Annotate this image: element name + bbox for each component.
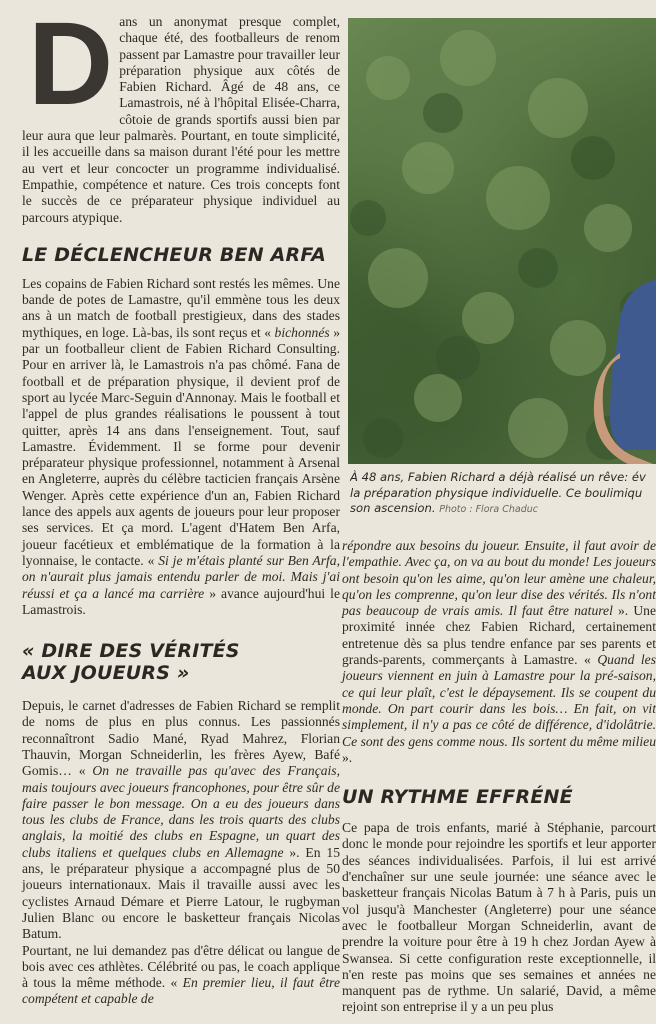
section2-paragraph-2: Pourtant, ne lui demandez pas d'être délicat ou langue de bois avec ces athlètes. Célébrité ou pas, le coach applique à tous la même méthode. « En premier lieu, il faut être compétent et capable de xyxy=(22,942,340,1007)
section-heading-verites: « DIRE DES VÉRITÉS AUX JOUEURS » xyxy=(22,640,240,685)
section2-continued: répondre aux besoins du joueur. Ensuite, il faut avoir de l'empathie. Avec ça, on va au bout du monde! Les joueurs ont besoin qu'on les aime, qu'on leur amène une chaleur, qu'on les comprenne, qu'on leur dise des vérités. Ils n'ont pas beaucoup de vrais amis. Il faut être naturel ». Une proximité innée chez Fabien Richard, certainement entretenue dès sa plus tendre enfance par ses parents et grands-parents, commerçants à Lamastre. « Quand les joueurs viennent en juin à Lamastre pour la pré-saison, ce qui leur plaît, c'est le dépaysement. Ils se coupent du monde. On part courir dans les bois… En fait, on vit simplement, il n'y a pas ce côté de différence, d'idolâtrie. Ce sont des gens comme nous. Ils sortent du même milieu ». xyxy=(342,538,656,765)
section2-paragraph: Depuis, le carnet d'adresses de Fabien Richard se remplit de noms de plus en plus connus. Les passionnés reconnaîtront Sadio Mané, Ryad Mahrez, Florian Thauvin, Morgan Schneiderlin, les frères Ayew, Bafé Gomis… « On ne travaille pas qu'avec des Français, mais toujours avec joueurs francophones, pour être sûr de faire passer le bon message. On a eu des joueurs dans tous les clubs de France, dans les trois quarts des clubs anglais, la moitié des clubs en Espagne, un quart des clubs italiens et quelques clubs en Allemagne ». En 15 ans, le préparateur physique a accompagné plus de 50 joueurs internationaux. Mais il travaille aussi avec les cyclistes Arnaud Démare et Pierre Latour, le rugbyman Julien Blanc ou encore le basketteur français Nicolas Batum. xyxy=(22,698,341,942)
photo-foliage xyxy=(348,18,656,464)
photo-caption: À 48 ans, Fabien Richard a déjà réalisé un rêve: év la préparation physique individuelle. Ce boulimiqu son ascension. Photo : Flora Chaduc xyxy=(350,470,646,515)
section1-paragraph: Les copains de Fabien Richard sont restés les mêmes. Une bande de potes de Lamastre, qu'il emmène tous les deux ans à un match de football prestigieux, dans des stades mythiques, en loge. Là-bas, ils sont reçus et « bichonnés » par un footballeur client de Fabien Richard Consulting. Pour en arriver là, le Lamastrois n'a pas chômé. Fana de football et de préparation physique, il devient prof de sport au lycée Marc-Seguin d'Annonay. Mais le football et l'appel de plus grandes réalisations le poussent à tout quitter, après 14 ans dans l'enseignement. Tout, sauf Lamastre. Évidemment. Il se forme pour devenir préparateur physique professionnel, notamment à Arsenal en Angleterre, auprès du célèbre tacticien français Arsène Wenger. Après cette expérience d'un an, Fabien Richard lance des appels aux agents de joueurs pour leur proposer ses services. Et ça mord. L'agent d'Hatem Ben Arfa, joueur facétieux et emblématique de la formation à la lyonnaise, le contacte. « Si je m'étais planté sur Ben Arfa, on n'aurait plus jamais entendu parler de moi. Mais j'ai réussi et ça a lancé ma carrière » avance aujourd'hui le Lamastrois. xyxy=(22,275,340,617)
intro-paragraph: Dans un anonymat presque complet, chaque été, des footballeurs de renom passent par Lamastre pour travailler leur préparation physique aux côtés de Fabien Richard. Âgé de 48 ans, ce Lamastrois, né à l'hôpital Elisée-Charra, côtoie de grands sportifs aussi bien par leur aura que leur palmarès. Pourtant, en toute simplicité, il les accueille dans sa maison durant l'été pour les mettre au vert et leur concocter un programme individualisé. Empathie, compétence et nature. Ces trois concepts font le succès de ce préparateur physique individuel au parcours atypique. xyxy=(22,0,340,225)
left-column xyxy=(22,0,341,1008)
section-heading-rythme: UN RYTHME EFFRÉNÉ xyxy=(342,786,573,809)
section3-paragraph: Ce papa de trois enfants, marié à Stéphanie, parcourt donc le monde pour rejoindre les sportifs et leur apporter des séances individualisées. Parfois, il lui est arrivé d'enchaîner sur une seule journée: une séance avec le basketteur français Nicolas Batum à 7 h à Paris, puis un vol jusqu'à Manchester (Angleterre) pour une séance avec le footballeur Morgan Schneiderlin, avant de prendre la voiture pour être à 19 h chez Jordan Ayew à Swansea. Si cette configuration reste exceptionnelle, il n'en reste pas moins que ses semaines et années ne manquent pas de rythme. Un salarié, David, a même rejoint son entreprise il y a un peu plus xyxy=(342,820,656,1015)
article-photo xyxy=(348,18,656,464)
drop-cap: D xyxy=(28,0,114,130)
photo-credit: Photo : Flora Chaduc xyxy=(439,504,539,515)
person-silhouette xyxy=(594,278,656,464)
right-column xyxy=(342,538,656,1016)
section-heading-ben-arfa: LE DÉCLENCHEUR BEN ARFA xyxy=(22,243,327,266)
